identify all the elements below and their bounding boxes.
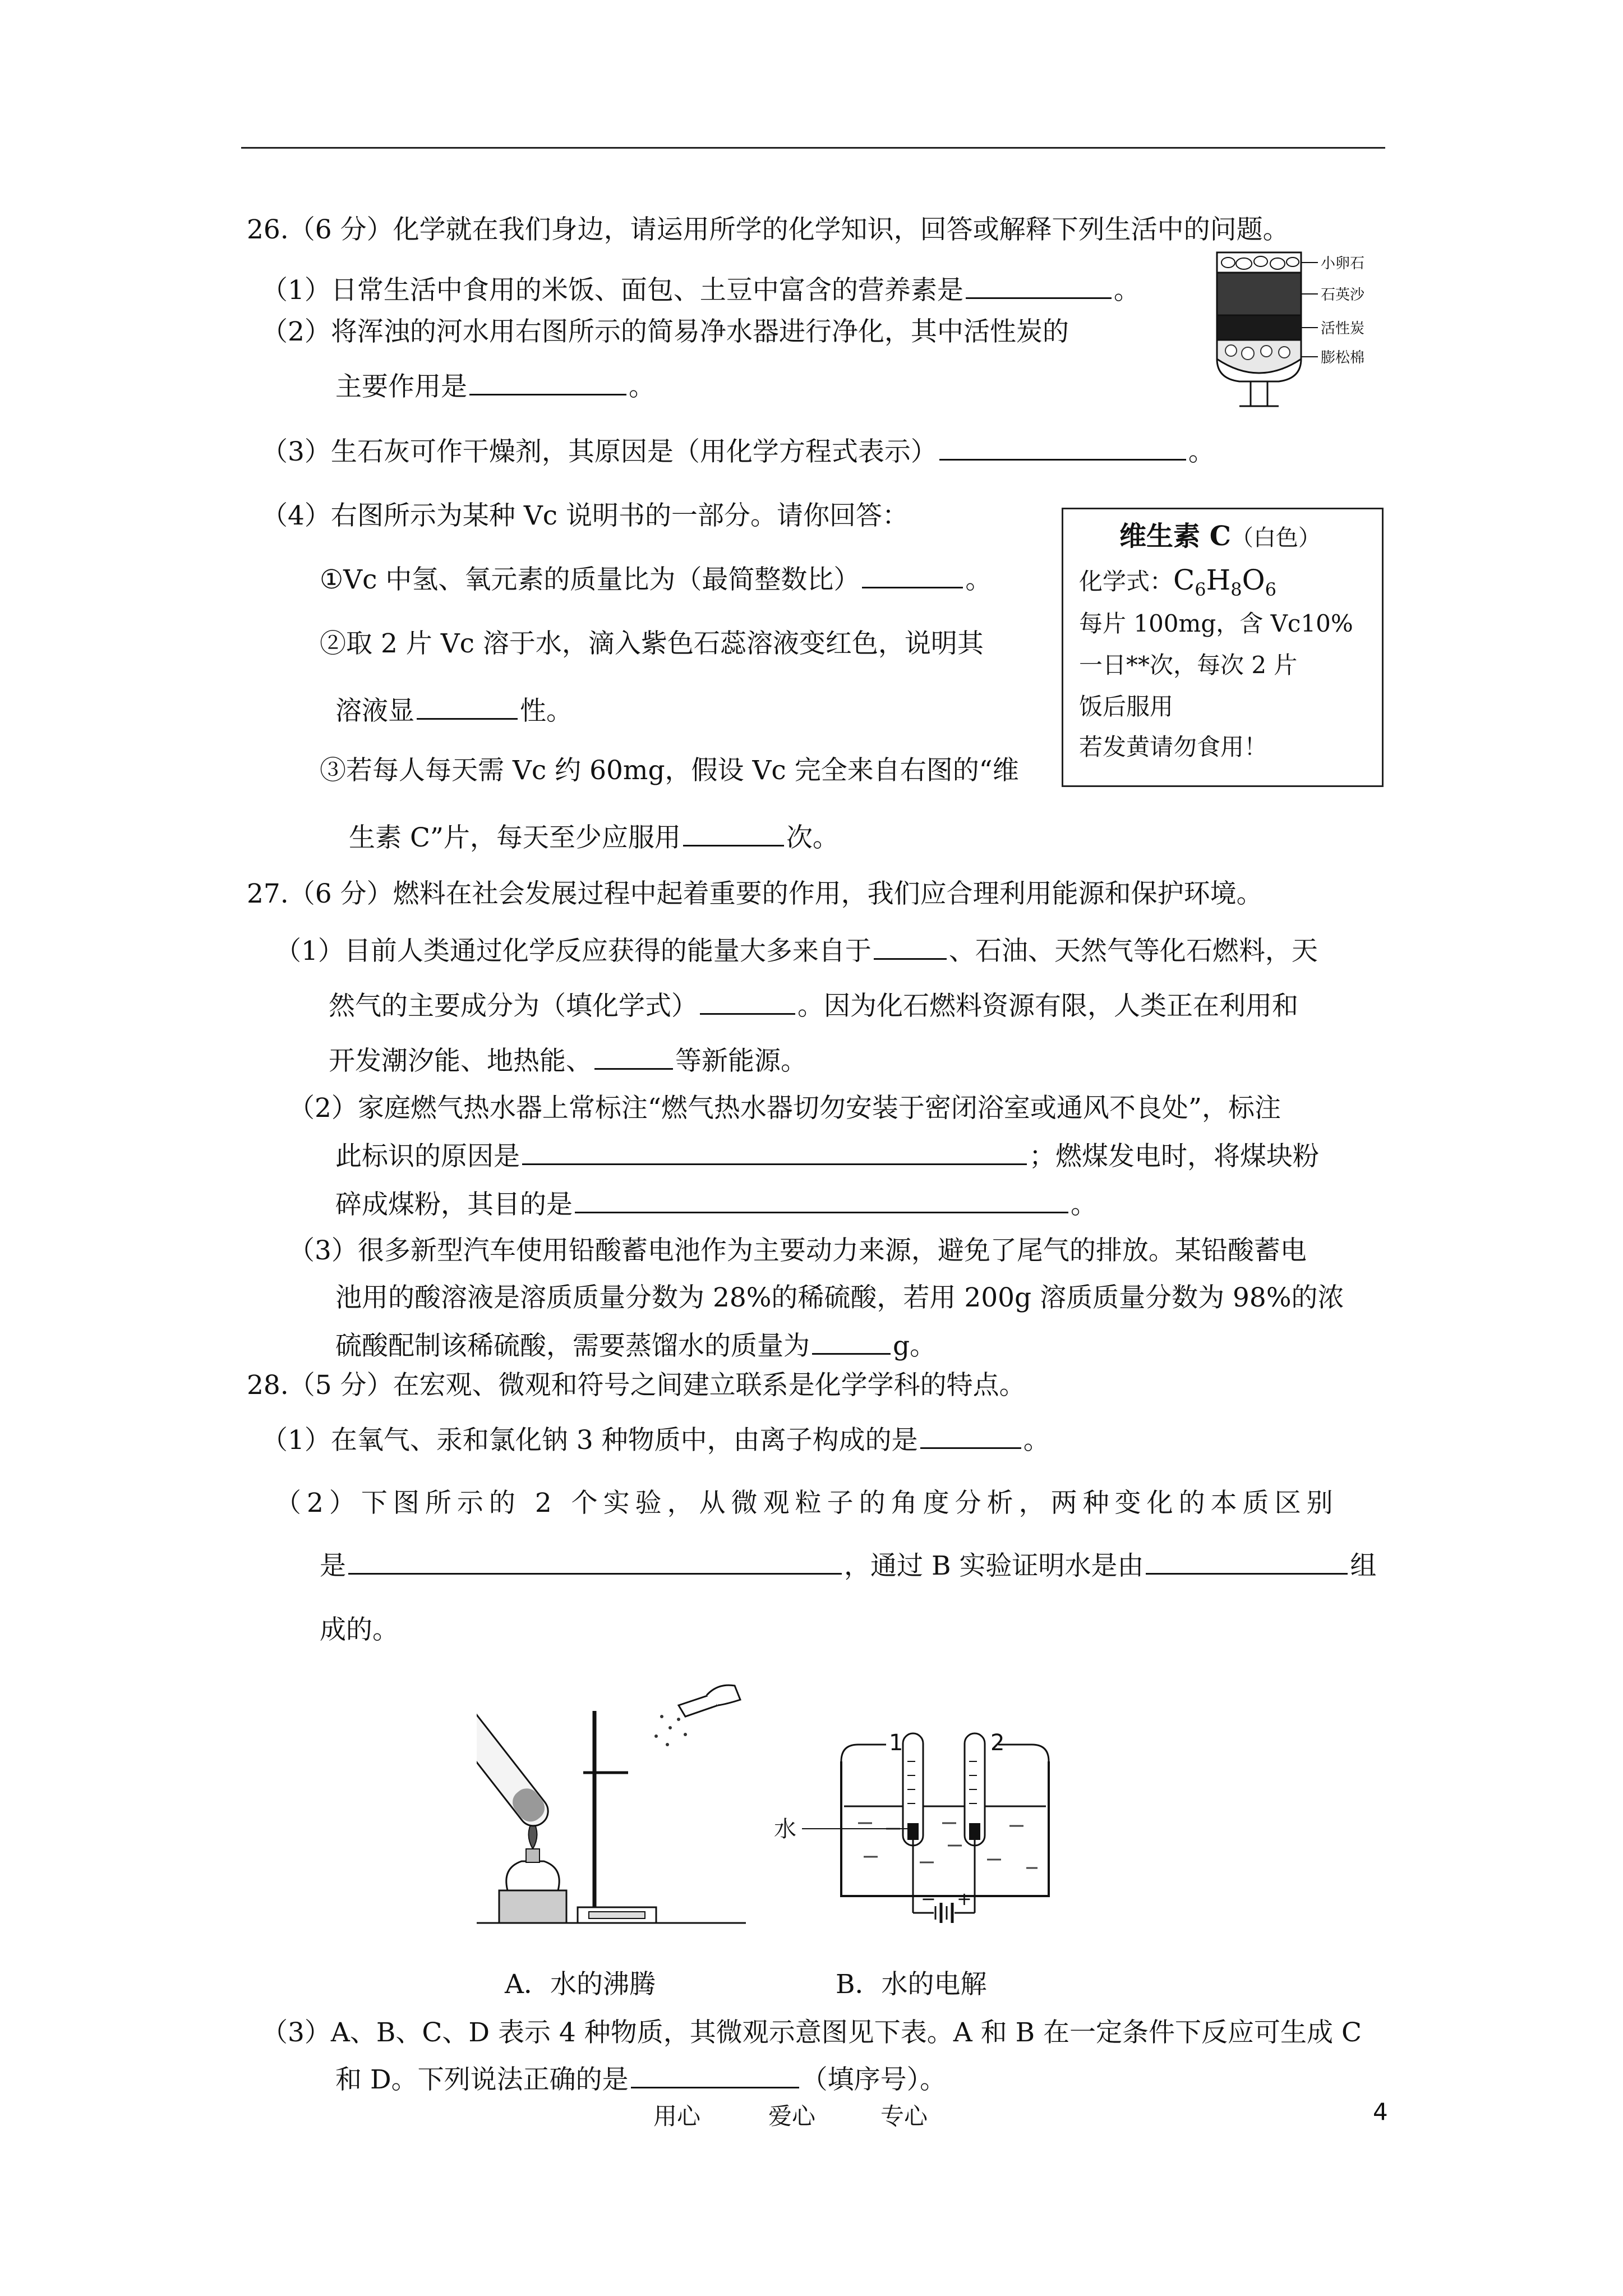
answer-blank[interactable] <box>966 273 1112 299</box>
answer-blank[interactable] <box>939 434 1186 461</box>
answer-blank[interactable] <box>812 1328 891 1355</box>
footer-word-2: 爱心 <box>768 2102 816 2130</box>
vc-frequency: 一日**次，每次 2 片 <box>1079 651 1298 679</box>
answer-blank[interactable] <box>469 369 626 395</box>
q27-part1-cont: 然气的主要成分为（填化学式） 。因为化石燃料资源有限，人类正在利用和 <box>329 988 1298 1023</box>
answer-blank[interactable] <box>575 1187 1068 1213</box>
answer-blank[interactable] <box>1146 1548 1348 1575</box>
vc-formula: 化学式：$C_6H_8O_6$ <box>1079 564 1276 600</box>
q28-part2: （2）下图所示的 2 个实验，从微观粒子的角度分析，两种变化的本质区别 <box>275 1488 1339 1519</box>
q28-part1: （1）在氧气、汞和氯化钠 3 种物质中，由离子构成的是 。 <box>261 1423 1050 1457</box>
tube-2-label: 2 <box>990 1730 1005 1756</box>
vc-dose: 每片 100mg，含 Vc10% <box>1079 610 1353 637</box>
q26-heading: 26.（6 分）化学就在我们身边，请运用所学的化学知识，回答或解释下列生活中的问题。 <box>247 214 1289 245</box>
answer-blank[interactable] <box>862 562 963 588</box>
minus-terminal: − <box>921 1888 936 1910</box>
caption-b: B．水的电解 <box>836 1969 987 2000</box>
q26-part3: （3）生石灰可作干燥剂，其原因是（用化学方程式表示） 。 <box>261 434 1215 469</box>
q27-part2-cont: 此标识的原因是 ；燃煤发电时，将煤块粉 <box>335 1139 1319 1174</box>
boiling-water-diagram <box>477 1683 746 1935</box>
q26-sub3-cont: 生素 C”片，每天至少应服用 次。 <box>349 820 839 855</box>
water-label: 水 <box>774 1816 796 1842</box>
vc-title: 维生素 C（白色） <box>1119 521 1321 552</box>
q26-part2: （2）将浑浊的河水用右图所示的简易净水器进行净化，其中活性炭的 <box>261 316 1069 347</box>
q28-heading: 28.（5 分）在宏观、微观和符号之间建立联系是化学学科的特点。 <box>247 1370 1026 1401</box>
q26-sub1: ①Vc 中氢、氧元素的质量比为（最简整数比） 。 <box>320 562 992 597</box>
q26-sub3: ③若每人每天需 Vc 约 60mg，假设 Vc 完全来自右图的“维 <box>320 755 1019 786</box>
vc-instruction: 饭后服用 <box>1079 693 1174 720</box>
q26-sub2: ②取 2 片 Vc 溶于水，滴入紫色石蕊溶液变红色，说明其 <box>320 628 984 659</box>
filter-label-cotton: 膨松棉 <box>1321 349 1365 366</box>
filter-label-pebble: 小卵石 <box>1321 255 1365 272</box>
q27-part2-cont2: 碎成煤粉，其目的是 。 <box>335 1187 1097 1222</box>
filter-label-sand: 石英沙 <box>1321 287 1365 303</box>
q27-part3-cont2: 硫酸配制该稀硫酸，需要蒸馏水的质量为 g。 <box>335 1328 936 1363</box>
answer-blank[interactable] <box>920 1423 1021 1449</box>
page-number: 4 <box>1373 2098 1388 2125</box>
q27-part1: （1）目前人类通过化学反应获得的能量大多来自于 、石油、天然气等化石燃料，天 <box>275 933 1318 968</box>
q28-part3: （3）A、B、C、D 表示 4 种物质，其微观示意图见下表。A 和 B 在一定条件下反应可生成 C <box>261 2017 1362 2048</box>
header-rule <box>241 147 1385 149</box>
q26-part1: （1）日常生活中食用的米饭、面包、土豆中富含的营养素是 。 <box>261 273 1140 307</box>
answer-blank[interactable] <box>522 1139 1027 1165</box>
q27-part3-cont: 池用的酸溶液是溶质质量分数为 28%的稀硫酸，若用 200g 溶质质量分数为 98%的浓 <box>335 1282 1344 1313</box>
q27-part2: （2）家庭燃气热水器上常标注“燃气热水器切勿安装于密闭浴室或通风不良处”，标注 <box>288 1093 1281 1124</box>
answer-blank[interactable] <box>700 988 795 1015</box>
vc-warning: 若发黄请勿食用！ <box>1079 733 1268 761</box>
footer-word-1: 用心 <box>653 2102 701 2130</box>
q28-part3-cont: 和 D。下列说法正确的是 （填序号）。 <box>335 2062 946 2097</box>
answer-blank[interactable] <box>594 1043 673 1070</box>
q26-part2-cont: 主要作用是 。 <box>335 369 655 404</box>
vitamin-c-label-box <box>1062 508 1384 787</box>
answer-blank[interactable] <box>874 933 947 960</box>
q28-part2-cont: 是 ，通过 B 实验证明水是由 组 <box>320 1548 1376 1583</box>
footer-word-3: 专心 <box>880 2102 928 2130</box>
q26-part4: （4）右图所示为某种 Vc 说明书的一部分。请你回答： <box>261 500 909 531</box>
water-filter-diagram <box>1206 247 1391 443</box>
caption-a: A．水的沸腾 <box>505 1969 656 2000</box>
electrolysis-diagram <box>774 1728 1088 1935</box>
q26-sub2-cont: 溶液显 性。 <box>335 693 573 728</box>
answer-blank[interactable] <box>417 693 518 720</box>
answer-blank[interactable] <box>683 820 784 846</box>
filter-label-carbon: 活性炭 <box>1321 320 1365 337</box>
q27-part1-cont2: 开发潮汐能、地热能、 等新能源。 <box>329 1043 807 1078</box>
q27-part3: （3）很多新型汽车使用铅酸蓄电池作为主要动力来源，避免了尾气的排放。某铅酸蓄电 <box>288 1235 1307 1266</box>
q27-heading: 27.（6 分）燃料在社会发展过程中起着重要的作用，我们应合理利用能源和保护环境。 <box>247 878 1263 909</box>
answer-blank[interactable] <box>631 2062 799 2088</box>
q28-part2-cont2: 成的。 <box>320 1614 399 1645</box>
plus-terminal: + <box>957 1888 972 1910</box>
tube-1-label: 1 <box>889 1730 903 1756</box>
answer-blank[interactable] <box>348 1548 842 1575</box>
